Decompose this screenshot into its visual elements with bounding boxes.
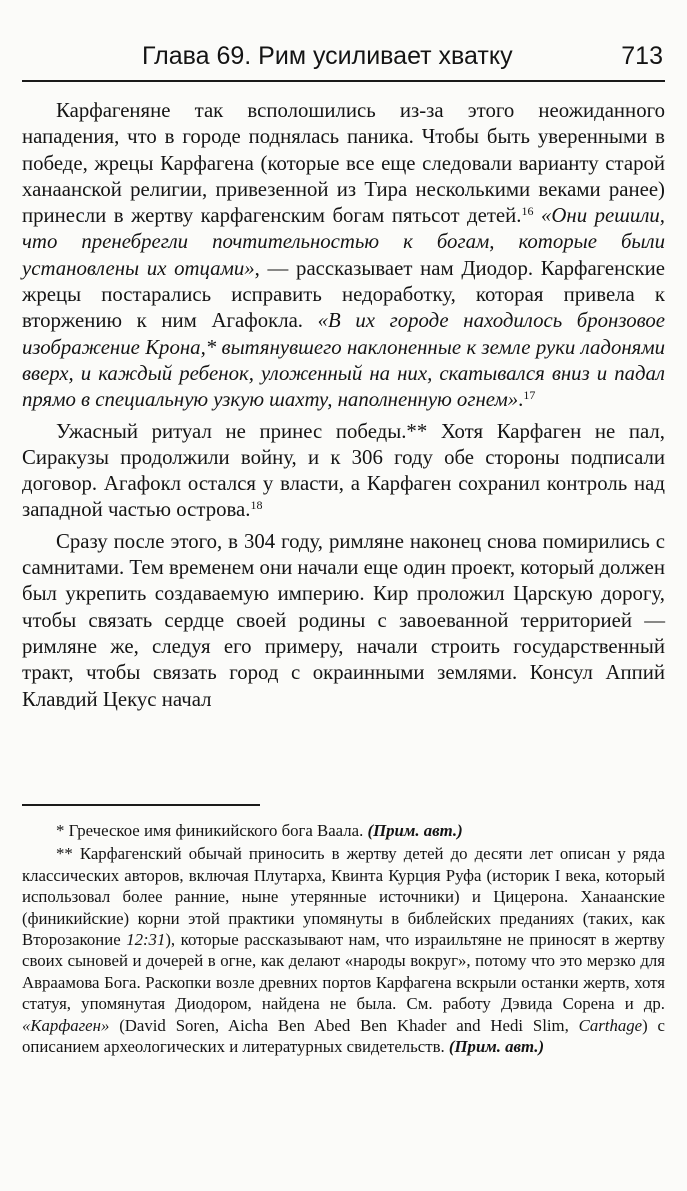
book-title-en: Carthage [578,1015,643,1035]
bible-verse-ref: 12:31 [126,930,166,950]
footnotes [22,820,665,1057]
page-number: 713 [621,42,663,70]
diodorus-quote-1: «Они решили, что пренебрегли почтительностью к богам, которые были установлены их отцами» [22,204,665,280]
chapter-title: Глава 69. Рим усиливает хватку [142,42,513,70]
paragraph-1 [22,98,665,414]
footnote-2-text-c: (David Soren, Aicha Ben Abed Ben Khader and Hedi Slim, [109,1015,579,1035]
author-note-tag: (Прим. авт.) [448,1037,545,1057]
paragraph-2-text: Ужасный ритуал не принес победы.** Хотя Карфаген не пал, Сиракузы продолжили войну, и к 306 году обе стороны подписали договор. Агафокл остался у власти, а Карфаген сохранил контроль над западной частью острова. [22,419,665,522]
paragraph-3: Сразу после этого, в 304 году, римляне наконец снова помирились с самнитами. Тем временем они начали еще один проект, который должен был укрепить создаваемую империю. Кир проложил Царскую дорогу, чтобы связать сердце своей родины с завоеванной территорией — римляне же, следуя его примеру, начали строить государственный тракт, чтобы связать город с окраинными землями. Консул Аппий Клавдий Цекус начал [22,529,665,711]
footnote-2-text-d: ) с описанием археологических и литературных свидетельств. [22,1015,665,1057]
footnote-separator [22,804,260,806]
paragraph-2 [22,419,665,524]
book-title-ru: «Карфаген» [22,1015,110,1035]
footnote-1-text: * Греческое имя финикийского бога Ваала. [56,821,368,840]
endnote-ref-16: 16 [521,204,534,219]
diodorus-quote-2: «В их городе находилось бронзовое изображение Крона,* вытянувшего наклоненные к земле руки ладонями вверх, и каждый ребенок, уложенный на них, скатывался вниз и падал прямо в специальную узкую шахту, наполненную огнем» [22,309,665,412]
footnote-1 [22,820,665,841]
main-text [22,98,665,713]
running-header [22,40,665,82]
endnote-ref-18: 18 [250,498,263,513]
endnote-ref-17: 17 [523,388,536,403]
footnote-2-text-b: ), которые рассказывают нам, что израильтяне не приносят в жертву своих сыновей и дочерей в огне, как делают «народы вокруг», потому что это мерзко для Авраамова Бога. Раскопки возле древних портов Карфагена вскрыли останки жертв, хотя статуя, упомянутая Диодором, найдена не была. См. работу Дэвида Сорена и др. [22,930,665,1014]
footnote-2 [22,843,665,1057]
paragraph-1-text-b: , — рассказывает нам Диодор. Карфагенские жрецы постарались исправить недоработку, которая привела к вторжению к ним Агафокла. [22,256,665,333]
paragraph-1-text-c: . [518,388,524,412]
author-note-tag: (Прим. авт.) [367,821,463,840]
paragraph-1-text-a: Карфагеняне так всполошились из-за этого неожиданного нападения, что в городе поднялась паника. Чтобы быть уверенными в победе, жрецы Карфагена (которые все еще следовали варианту старой ханаанской религии, привезенной из Тира несколькими веками ранее) принесли в жертву карфагенским богам пятьсот детей. [22,99,665,228]
footnote-2-text-a: ** Карфагенский обычай приносить в жертву детей до десяти лет описан у ряда классических авторов, включая Плутарха, Квинта Курция Руфа (историк I века, который использовал более ранние, ныне утерянные источники) и Цицерона. Ханаанские (финикийские) корни этой практики упомянуты в библейских преданиях (таких, как Второзаконие [22,844,665,950]
